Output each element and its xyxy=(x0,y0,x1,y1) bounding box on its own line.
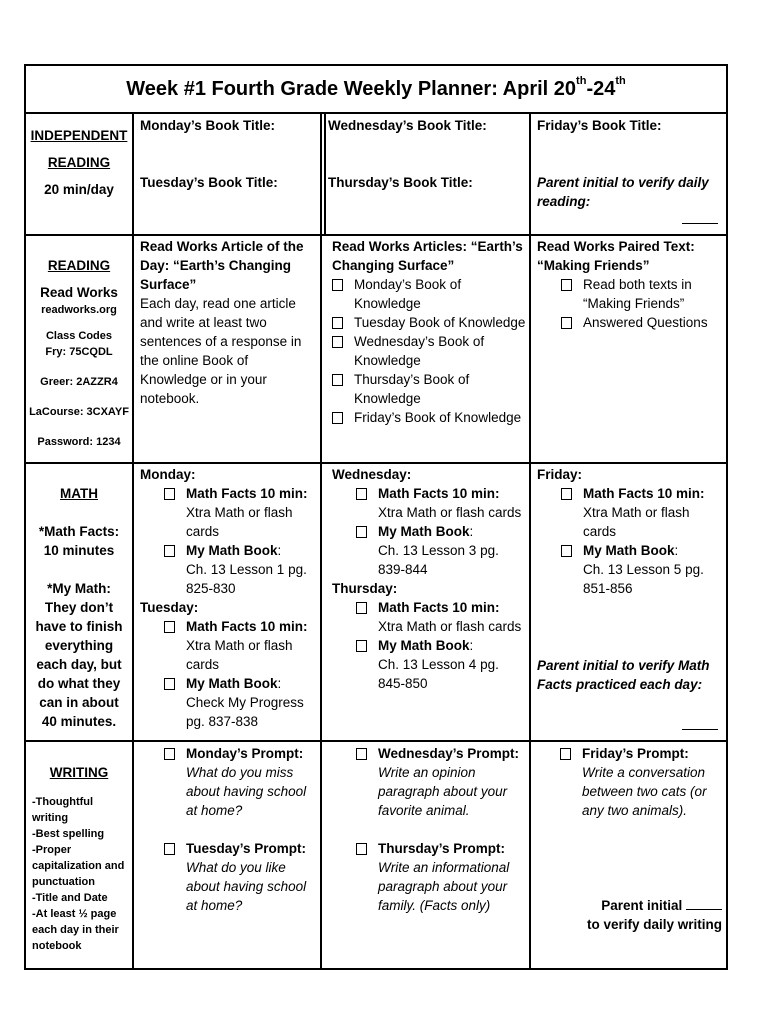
cell-heading: Read Works Article of the Day: “Earth’s Changing Surface” xyxy=(140,239,304,292)
checklist-item[interactable] xyxy=(164,744,318,820)
label-line: Fry: 75CQDL xyxy=(45,346,113,358)
checkbox-icon[interactable] xyxy=(561,545,572,557)
tuesday-book-title: Tuesday’s Book Title: xyxy=(140,175,278,190)
task-label: Math Facts 10 min: xyxy=(378,600,500,615)
prompt-text: What do you miss about having school at home? xyxy=(186,765,307,818)
writing-note: -Thoughtful writing xyxy=(32,796,94,824)
parent-initial-math: Parent initial to verify Math Facts practiced each day: xyxy=(537,658,710,692)
checklist-item[interactable] xyxy=(356,744,526,820)
checklist-item[interactable] xyxy=(356,484,526,522)
checkbox-icon[interactable] xyxy=(560,748,571,760)
initial-blank xyxy=(682,210,718,229)
checklist-item[interactable] xyxy=(164,484,318,541)
column-divider xyxy=(132,112,134,968)
cell-body: Each day, read one article and write at least two sentences of a response in the online Book of Knowledge or in your notebook. xyxy=(140,296,302,406)
checkbox-icon[interactable] xyxy=(561,488,572,500)
checkbox-icon[interactable] xyxy=(164,678,175,690)
task-text: Xtra Math or flash cards xyxy=(186,505,293,539)
checklist-item[interactable] xyxy=(332,408,526,427)
title-sup: th xyxy=(576,75,587,87)
label-line: *My Math: They don’t have to finish everything each day, but do what they can in about 40 minutes. xyxy=(35,581,123,729)
prompt-heading: Friday’s Prompt: xyxy=(582,746,689,761)
checklist-item[interactable] xyxy=(332,370,526,408)
reading-paired-text xyxy=(537,237,722,332)
parent-initial-writing xyxy=(537,896,722,934)
initial-blank xyxy=(682,716,718,735)
checkbox-icon[interactable] xyxy=(356,640,367,652)
reading-articles-list xyxy=(332,237,526,427)
prompt-heading: Thursday’s Prompt: xyxy=(378,841,506,856)
reading-label xyxy=(26,256,132,450)
math-label xyxy=(26,484,132,731)
column-divider xyxy=(324,112,326,234)
checklist-item[interactable] xyxy=(560,744,724,820)
writing-note: -Proper capitalization and punctuation xyxy=(32,844,125,888)
prompt-text: Write a conversation between two cats (or any two animals). xyxy=(582,765,707,818)
task-label: Math Facts 10 min: xyxy=(186,486,308,501)
task-text: Xtra Math or flash cards xyxy=(378,505,522,520)
label-line: INDEPENDENT xyxy=(30,128,128,143)
checklist-label: Monday’s Book of Knowledge xyxy=(354,277,462,311)
checklist-item[interactable] xyxy=(332,275,526,313)
wednesday-book-title: Wednesday’s Book Title: xyxy=(328,118,487,133)
monday-book-title: Monday’s Book Title: xyxy=(140,118,276,133)
prompt-heading: Monday’s Prompt: xyxy=(186,746,304,761)
task-label: Math Facts 10 min: xyxy=(378,486,500,501)
checklist-item[interactable] xyxy=(561,484,722,541)
task-label: My Math Book xyxy=(186,543,278,558)
friday-book-title: Friday’s Book Title: xyxy=(537,118,662,133)
writing-wednesday xyxy=(356,744,526,820)
checklist-item[interactable] xyxy=(356,598,526,636)
cell-heading: Read Works Paired Text: “Making Friends” xyxy=(537,239,695,273)
checkbox-icon[interactable] xyxy=(164,488,175,500)
checklist-item[interactable] xyxy=(332,332,526,370)
day-heading: Friday: xyxy=(537,467,583,482)
checkbox-icon[interactable] xyxy=(332,317,343,329)
prompt-heading: Tuesday’s Prompt: xyxy=(186,841,307,856)
checkbox-icon[interactable] xyxy=(164,843,175,855)
checklist-item[interactable]: My Math Book: Ch. 13 Lesson 5 pg. 851-856 xyxy=(561,541,722,598)
checkbox-icon[interactable] xyxy=(356,748,367,760)
task-text: Ch. 13 Lesson 4 pg. 845-850 xyxy=(378,657,499,691)
checkbox-icon[interactable] xyxy=(561,279,572,291)
label-line: Read Works xyxy=(40,285,118,300)
label-line: LaCourse: 3CXAYF xyxy=(29,406,129,418)
checkbox-icon[interactable] xyxy=(164,545,175,557)
label-line: *Math Facts: 10 minutes xyxy=(38,524,120,558)
day-heading: Monday: xyxy=(140,467,196,482)
checklist-item[interactable] xyxy=(561,313,722,332)
writing-note: -At least ½ page each day in their notebook xyxy=(32,908,119,952)
thursday-book-title: Thursday’s Book Title: xyxy=(328,175,473,190)
row-divider xyxy=(26,740,726,742)
label-line: WRITING xyxy=(49,765,109,780)
checkbox-icon[interactable] xyxy=(164,621,175,633)
independent-reading-label xyxy=(26,122,132,203)
row-divider xyxy=(26,234,726,236)
checkbox-icon[interactable] xyxy=(332,412,343,424)
checklist-label: Friday’s Book of Knowledge xyxy=(354,410,522,425)
task-label: My Math Book xyxy=(186,676,278,691)
math-wednesday-thursday xyxy=(332,465,526,693)
task-text: Ch. 13 Lesson 5 pg. 851-856 xyxy=(583,562,704,596)
checkbox-icon[interactable] xyxy=(332,336,343,348)
task-label: Math Facts 10 min: xyxy=(186,619,308,634)
column-divider xyxy=(320,112,322,968)
page-title xyxy=(26,66,726,114)
prompt-text: What do you like about having school at home? xyxy=(186,860,307,913)
title-text: Week #1 Fourth Grade Weekly Planner: April 20 xyxy=(126,78,577,100)
checklist-item[interactable] xyxy=(164,617,318,674)
checklist-item[interactable] xyxy=(356,839,526,915)
writing-tuesday xyxy=(164,839,318,915)
checklist-item[interactable]: My Math Book: Ch. 13 Lesson 4 pg. 845-850 xyxy=(356,636,526,693)
task-label: Math Facts 10 min: xyxy=(583,486,705,501)
parent-initial-text: to verify daily writing xyxy=(586,917,722,932)
writing-label xyxy=(26,763,132,954)
day-heading: Tuesday: xyxy=(140,600,199,615)
checkbox-icon[interactable] xyxy=(356,843,367,855)
title-sup-2: th xyxy=(615,75,626,87)
checklist-label: Answered Questions xyxy=(583,315,708,330)
checklist-label: Read both texts in “Making Friends” xyxy=(583,277,692,311)
writing-thursday xyxy=(356,839,526,915)
day-heading: Thursday: xyxy=(332,581,398,596)
checkbox-icon[interactable] xyxy=(164,748,175,760)
prompt-text: Write an opinion paragraph about your favorite animal. xyxy=(378,765,508,818)
prompt-text: Write an informational paragraph about your family. (Facts only) xyxy=(378,860,510,913)
checkbox-icon[interactable] xyxy=(332,374,343,386)
task-text: Ch. 13 Lesson 3 pg. 839-844 xyxy=(378,543,499,577)
task-label: My Math Book xyxy=(583,543,675,558)
parent-initial-reading: Parent initial to verify daily reading: xyxy=(537,175,709,209)
checklist-item[interactable] xyxy=(332,313,526,332)
checkbox-icon[interactable] xyxy=(356,526,367,538)
checklist-item[interactable]: My Math Book: Check My Progress pg. 837-838 xyxy=(164,674,318,731)
checkbox-icon[interactable] xyxy=(356,488,367,500)
task-text: Check My Progress pg. 837-838 xyxy=(186,695,304,729)
label-line: MATH xyxy=(60,486,98,501)
label-line: READING xyxy=(47,155,111,170)
checklist-item[interactable]: My Math Book: Ch. 13 Lesson 3 pg. 839-844 xyxy=(356,522,526,579)
writing-friday xyxy=(560,744,724,820)
checkbox-icon[interactable] xyxy=(561,317,572,329)
row-divider xyxy=(26,462,726,464)
math-friday xyxy=(537,465,722,598)
task-text: Xtra Math or flash cards xyxy=(186,638,293,672)
title-text-2: -24 xyxy=(586,78,616,100)
label-line: Class Codes xyxy=(45,330,113,342)
checklist-item[interactable]: My Math Book: Ch. 13 Lesson 1 pg. 825-830 xyxy=(164,541,318,598)
checklist-item[interactable] xyxy=(164,839,318,915)
checklist-item[interactable] xyxy=(561,275,722,313)
task-text: Xtra Math or flash cards xyxy=(583,505,690,539)
day-heading: Wednesday: xyxy=(332,467,412,482)
writing-note: -Best spelling xyxy=(32,828,105,840)
label-line: Password: 1234 xyxy=(37,436,121,448)
task-label: My Math Book xyxy=(378,638,470,653)
checklist-label: Thursday’s Book of Knowledge xyxy=(354,372,470,406)
writing-monday xyxy=(164,744,318,820)
label-line: 20 min/day xyxy=(44,182,114,197)
checklist-label: Wednesday’s Book of Knowledge xyxy=(354,334,485,368)
checkbox-icon[interactable] xyxy=(332,279,343,291)
parent-initial-text: Parent initial xyxy=(601,898,683,913)
column-divider xyxy=(529,112,531,968)
cell-heading: Read Works Articles: “Earth’s Changing Surface” xyxy=(332,239,523,273)
task-text: Xtra Math or flash cards xyxy=(378,619,522,634)
label-line: readworks.org xyxy=(41,304,117,316)
math-monday-tuesday xyxy=(140,465,318,731)
checklist-label: Tuesday Book of Knowledge xyxy=(354,315,526,330)
checkbox-icon[interactable] xyxy=(356,602,367,614)
label-line: READING xyxy=(47,258,111,273)
weekly-planner xyxy=(24,64,728,970)
label-line: Greer: 2AZZR4 xyxy=(40,376,118,388)
task-text: Ch. 13 Lesson 1 pg. 825-830 xyxy=(186,562,307,596)
reading-article-of-day xyxy=(140,237,316,408)
writing-note: -Title and Date xyxy=(32,892,108,904)
prompt-heading: Wednesday’s Prompt: xyxy=(378,746,520,761)
task-label: My Math Book xyxy=(378,524,470,539)
